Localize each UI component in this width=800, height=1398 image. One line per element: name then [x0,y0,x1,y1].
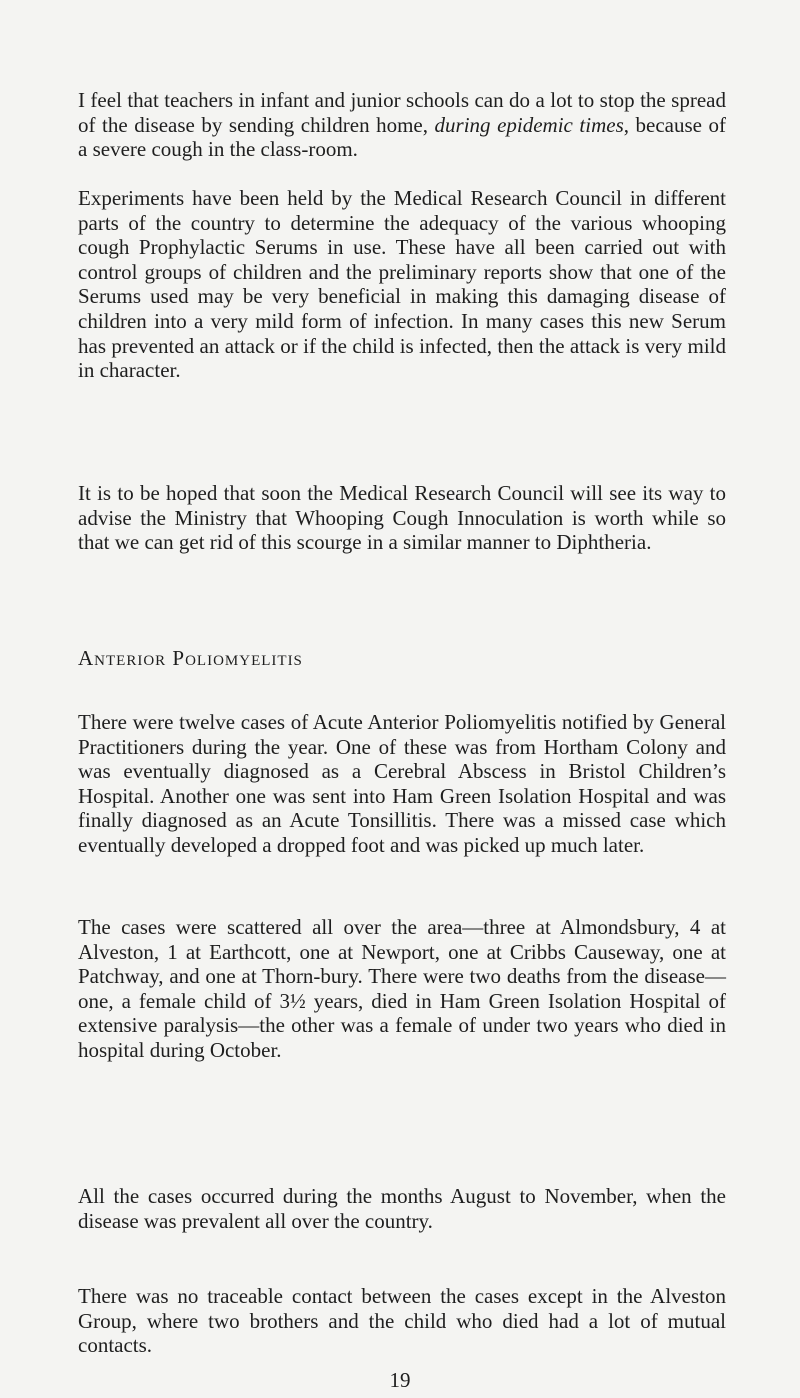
paragraph-cases-scattered: The cases were scattered all over the area—three at Almondsbury, 4 at Alveston, 1 at Earthcott, one at Newport, one at Cribbs Causeway, one at Patchway, and one at Thorn-bury. There were two deaths from the disease—one, a female child of 3½ years, died in Ham Green Isolation Hospital of extensive paralysis—the other was a female of under two years who died in hospital during October. [78,915,726,1062]
paragraph-teachers-text: I feel that teachers in infant and junior schools can do a lot to stop the spread of the disease by sending children home, [78,88,726,137]
paragraph-experiments: Experiments have been held by the Medical Research Council in different parts of the country to determine the adequacy of the various whooping cough Prophylactic Serums in use. These have all been carried out with control groups of children and the preliminary reports show that one of the Serums used may be very beneficial in making this damaging disease of children into a very mild form of infection. In many cases this new Serum has prevented an attack or if the child is infected, then the attack is very mild in character. [78,186,726,383]
paragraph-contact: There was no traceable contact between the cases except in the Alveston Group, where two brothers and the child who died had a lot of mutual contacts. [78,1284,726,1358]
section-heading: Anterior Poliomyelitis [78,646,303,670]
emphasis-text: during epidemic times [434,112,624,137]
paragraph-teachers [78,88,726,162]
page-number: 19 [389,1368,411,1392]
paragraph-teachers-text-end: , because of a severe cough in the class-room. [78,112,727,162]
paragraph-hoped: It is to be hoped that soon the Medical Research Council will see its way to advise the Ministry that Whooping Cough Innoculation is worth while so that we can get rid of this scourge in a similar manner to Diphtheria. [78,481,726,555]
paragraph-months: All the cases occurred during the months August to November, when the disease was prevalent all over the country. [78,1184,726,1233]
paragraph-cases-notified: There were twelve cases of Acute Anterior Poliomyelitis notified by General Practitioners during the year. One of these was from Hortham Colony and was eventually diagnosed as a Cerebral Abscess in Bristol Children’s Hospital. Another one was sent into Ham Green Isolation Hospital and was finally diagnosed as an Acute Tonsillitis. There was a missed case which eventually developed a dropped foot and was picked up much later. [78,710,726,857]
